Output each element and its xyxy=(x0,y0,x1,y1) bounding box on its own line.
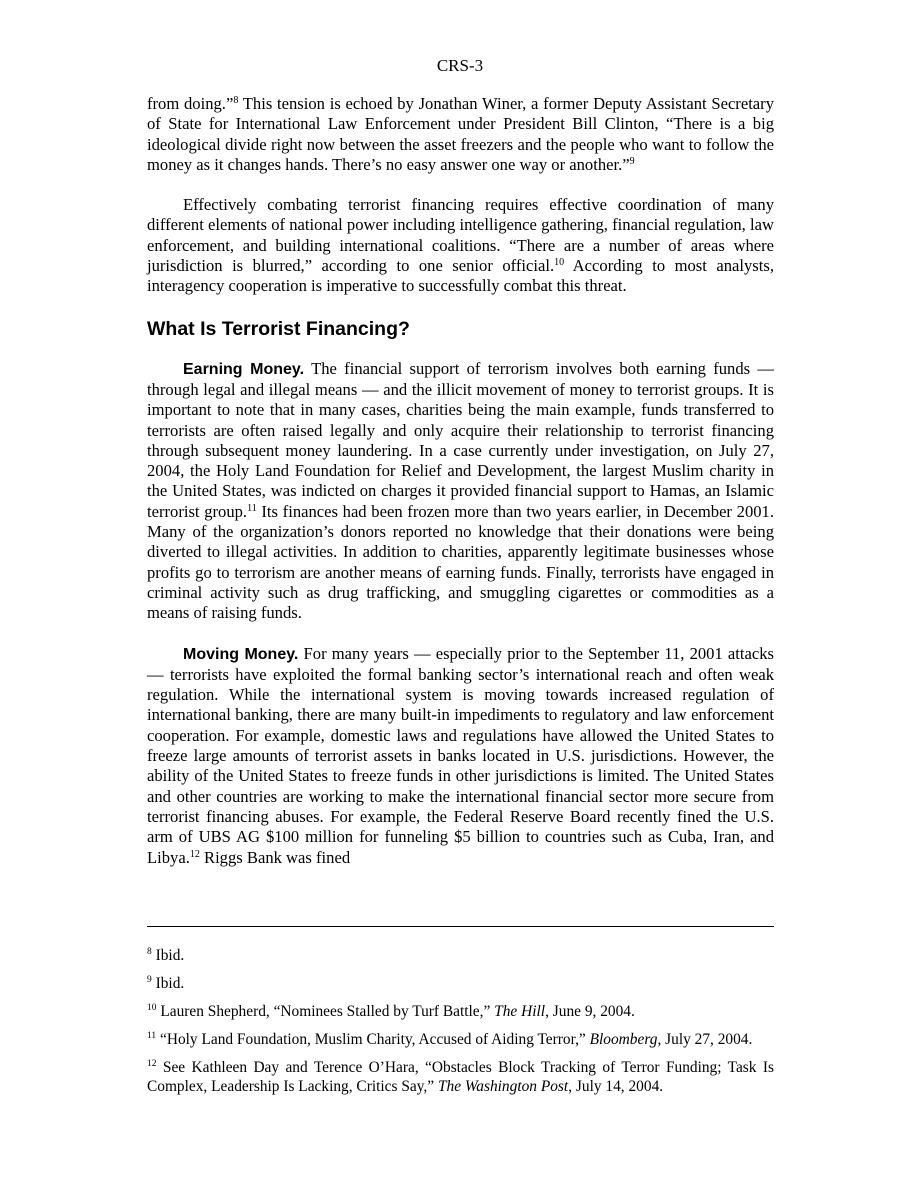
footnote-number: 8 xyxy=(147,947,152,957)
footnote-text: “Holy Land Foundation, Muslim Charity, Accused of Aiding Terror,” xyxy=(156,1031,590,1048)
paragraph-coordination xyxy=(147,195,774,296)
paragraph-earning-money xyxy=(147,359,774,624)
paragraph-text: from doing.” xyxy=(147,94,234,113)
paragraph-text: Effectively combating terrorist financing requires effective coordination of many different elements of national power including intelligence gathering, financial regulation, law enforcement, and building international coalitions. “There are a number of areas where jurisdiction is blurred,” according to one senior official. xyxy=(147,195,774,276)
footnote-ref-10[interactable]: 10 xyxy=(554,257,565,269)
footnote-number: 12 xyxy=(147,1059,157,1069)
footnotes xyxy=(147,946,774,1105)
footnote-text: , July 27, 2004. xyxy=(657,1031,753,1048)
footnote-text: See Kathleen Day and Terence O’Hara, “Obstacles Block Tracking of Terror Funding; Task Is Complex, Leadership Is Lacking, Critics Say,” xyxy=(147,1059,774,1095)
footnote-9 xyxy=(147,974,774,993)
footnote-text: , June 9, 2004. xyxy=(545,1003,635,1020)
paragraph-text: Its finances had been frozen more than two years earlier, in December 2001. Many of the organization’s donors reported no knowledge that their donations were being diverted to illegal activities. In addition to charities, apparently legitimate businesses whose profits go to terrorism are another means of earning funds. Finally, terrorists have engaged in criminal activity such as drug trafficking, and smuggling cigarettes or commodities as a means of raising funds. xyxy=(147,501,774,623)
paragraph-text: According to most analysts, interagency cooperation is imperative to successfully combat this threat. xyxy=(147,256,774,296)
footnote-ref-8[interactable]: 8 xyxy=(233,95,239,106)
footnote-10 xyxy=(147,1002,774,1021)
footnote-source: Bloomberg xyxy=(589,1031,658,1048)
footnote-text: Ibid. xyxy=(151,947,185,964)
footnote-ref-12[interactable]: 12 xyxy=(189,848,200,860)
footnote-divider xyxy=(147,926,774,927)
footnote-source: The Hill xyxy=(494,1003,546,1020)
footnote-ref-11[interactable]: 11 xyxy=(247,502,257,514)
paragraph-text: Riggs Bank was fined xyxy=(199,847,351,867)
footnote-number: 9 xyxy=(147,975,152,985)
footnote-number: 11 xyxy=(147,1031,157,1041)
page-number: CRS-3 xyxy=(436,56,484,75)
footnote-12 xyxy=(147,1058,774,1096)
paragraph-continuation xyxy=(147,94,774,175)
paragraph-text: This tension is echoed by Jonathan Winer, a former Deputy Assistant Secretary of State for International Law Enforcement under President Bill Clinton, “There is a big ideological divide right now between the asset freezers and the people who want to follow the money as it changes hands. There’s no easy answer one way or another.” xyxy=(147,94,774,174)
footnote-text: Ibid. xyxy=(151,975,185,992)
runin-heading-moving-money: Moving Money. xyxy=(183,645,299,663)
footnote-number: 10 xyxy=(147,1003,157,1013)
footnote-text: , July 14, 2004. xyxy=(568,1078,664,1095)
runin-heading-earning-money: Earning Money. xyxy=(183,360,305,378)
footnote-ref-9[interactable]: 9 xyxy=(629,155,635,167)
main-body xyxy=(147,94,774,888)
paragraph-text: For many years — especially prior to the September 11, 2001 attacks — terrorists have exploited the formal banking sector’s international reach and often weak regulation. While the international system is moving towards increased regulation of international banking, there are many built-in impediments to regulatory and law enforcement cooperation. For example, domestic laws and regulations have allowed the United States to freeze large amounts of terrorist assets in banks located in U.S. jurisdictions. However, the ability of the United States to freeze funds in other jurisdictions is limited. The United States and other countries are working to make the international financial sector more secure from terrorist financing abuses. For example, the Federal Reserve Board recently fined the U.S. arm of UBS AG $100 million for funneling $5 billion to countries such as Cuba, Iran, and Libya. xyxy=(147,643,774,867)
section-heading: What Is Terrorist Financing? xyxy=(147,317,410,340)
paragraph-moving-money xyxy=(147,644,774,868)
footnote-11 xyxy=(147,1030,774,1049)
footnote-text: Lauren Shepherd, “Nominees Stalled by Turf Battle,” xyxy=(156,1003,495,1020)
paragraph-text: The financial support of terrorism involves both earning funds — through legal and illegal means — and the illicit movement of money to terrorist groups. It is important to note that in many cases, charities being the main example, funds transferred to terrorists are often raised legally and only acquire their relationship to terrorist financing through subsequent money laundering. In a case currently under investigation, on July 27, 2004, the Holy Land Foundation for Relief and Development, the largest Muslim charity in the United States, was indicted on charges it provided financial support to Hamas, an Islamic terrorist group. xyxy=(147,358,774,521)
footnote-source: The Washington Post xyxy=(437,1078,569,1095)
footnote-8 xyxy=(147,946,774,965)
